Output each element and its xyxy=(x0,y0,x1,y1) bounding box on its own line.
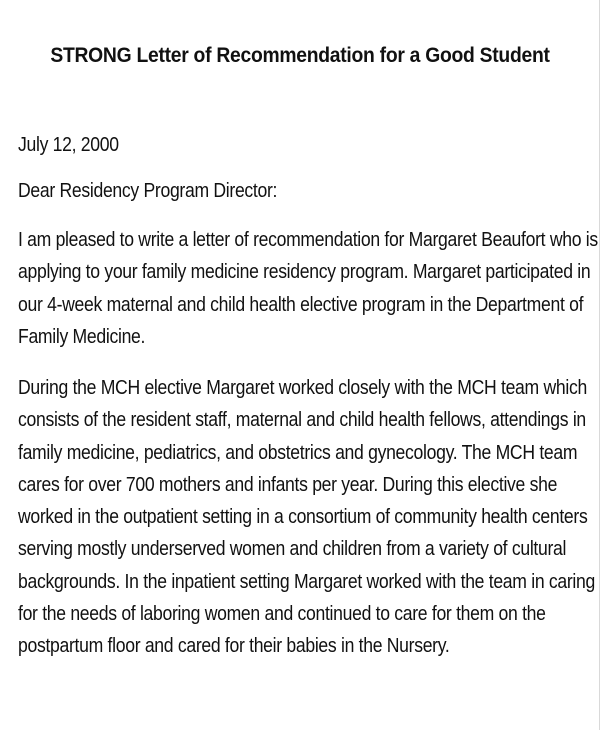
paragraph-line: our 4-week maternal and child health elective program in the Department of xyxy=(18,293,584,316)
paragraph-line: postpartum floor and cared for their babies in the Nursery. xyxy=(18,635,450,658)
paragraph-line: for the needs of laboring women and continued to care for them on the xyxy=(18,603,546,626)
paragraph-line: consists of the resident staff, maternal and child health fellows, attendings in xyxy=(18,409,586,432)
paragraph-1 xyxy=(18,224,598,353)
paragraph-line: I am pleased to write a letter of recommendation for Margaret Beaufort who is xyxy=(18,229,598,251)
paragraph-line: cares for over 700 mothers and infants per year. During this elective she xyxy=(18,473,558,496)
paragraph-line: Family Medicine. xyxy=(18,325,146,348)
paragraph-line: worked in the outpatient setting in a consortium of community health centers xyxy=(18,506,588,529)
letter-title: STRONG Letter of Recommendation for a Good Student xyxy=(50,44,550,67)
paragraph-line: applying to your family medicine residency program. Margaret participated in xyxy=(18,261,591,284)
paragraph-2 xyxy=(18,372,595,663)
paragraph-line: serving mostly underserved women and children from a variety of cultural xyxy=(18,538,567,561)
paragraph-line: backgrounds. In the inpatient setting Margaret worked with the team in caring xyxy=(18,570,595,593)
paragraph-line: During the MCH elective Margaret worked closely with the MCH team which xyxy=(18,377,587,399)
letter-salutation: Dear Residency Program Director: xyxy=(18,180,278,202)
letter-date: July 12, 2000 xyxy=(18,134,119,156)
paragraph-line: family medicine, pediatrics, and obstetrics and gynecology. The MCH team xyxy=(18,441,578,464)
